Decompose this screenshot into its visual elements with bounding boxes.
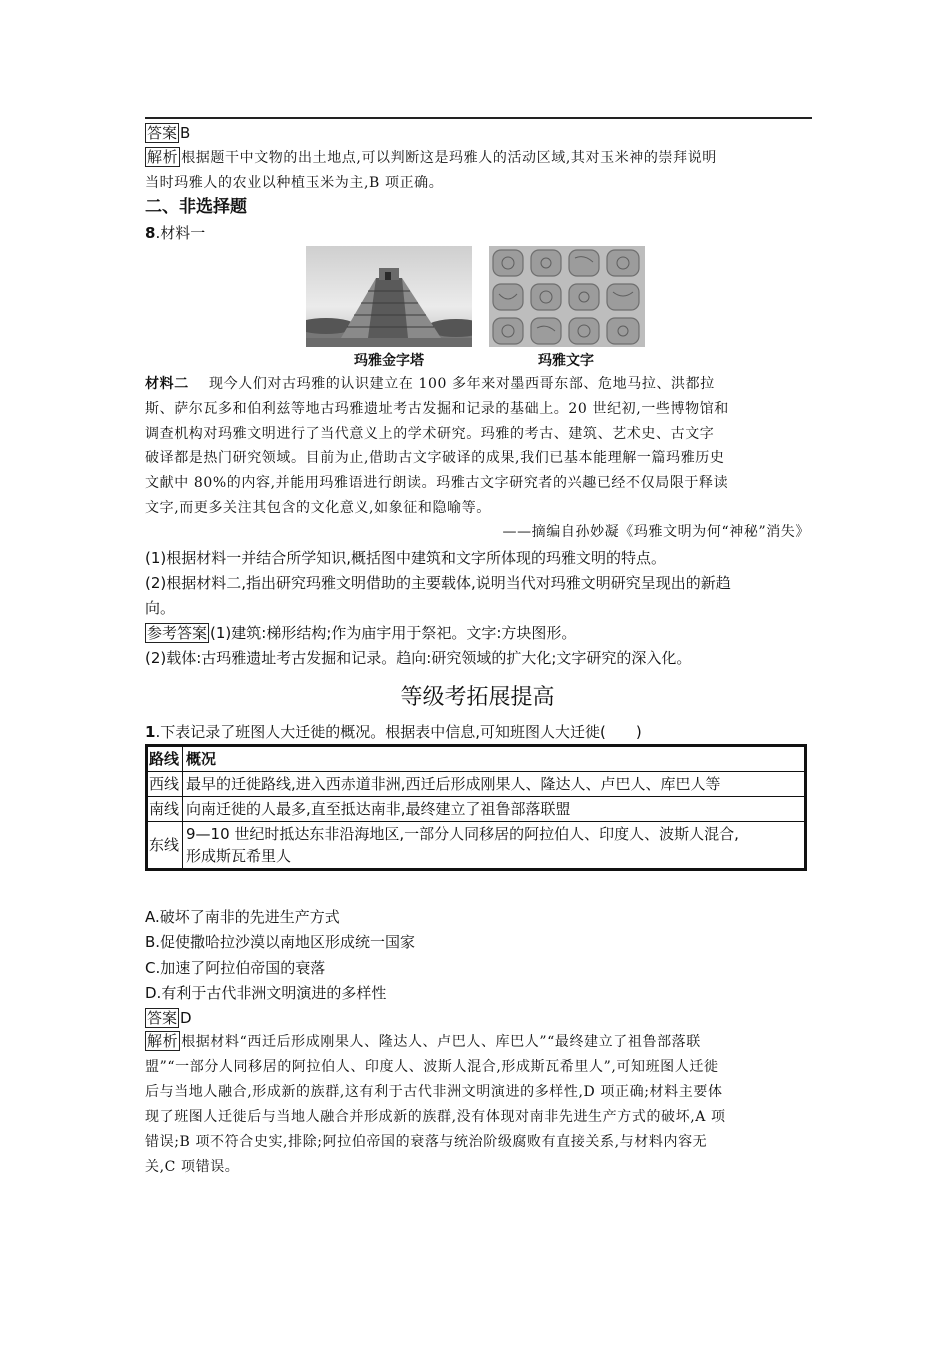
- material2-text-1: 现今人们对古玛雅的认识建立在 100 多年来对墨西哥东部、危地马拉、洪都拉: [209, 376, 715, 392]
- caption-glyphs: 玛雅文字: [538, 353, 594, 369]
- analysis-tag: 解析: [147, 148, 179, 166]
- table-header-row: [147, 746, 806, 772]
- material2-line-1: [145, 373, 715, 395]
- reference-answer-tag: 参考答案: [147, 624, 208, 642]
- table-row: [147, 797, 806, 822]
- table-row: [147, 822, 806, 870]
- analysis-line-2: 当时玛雅人的农业以种植玉米为主,B 项正确。: [145, 175, 444, 191]
- material2-line-2: 斯、萨尔瓦多和伯利兹等地古玛雅遗址考古发掘和记录的基础上。20 世纪初,一些博物馆和: [145, 401, 729, 417]
- table-cell-route: 西线: [147, 772, 183, 797]
- q1-stem-text: .下表记录了班图人大迁徙的概况。根据表中信息,可知班图人大迁徙( ): [155, 723, 642, 741]
- analysis-line-1: [145, 147, 717, 169]
- q1-analysis-line-3: 后与当地人融合,形成新的族群,这有利于古代非洲文明演进的多样性,D 项正确;材料主要体: [145, 1084, 723, 1100]
- material2-label: 材料二: [145, 376, 189, 392]
- material2-line-5: 文献中 80%的内容,并能用玛雅语进行朗读。玛雅古文字研究者的兴趣已经不仅局限于释读: [145, 475, 729, 491]
- q1-stem: [145, 721, 642, 743]
- answer-value: B: [180, 124, 191, 142]
- reference-answer-line-2: (2)载体:古玛雅遗址考古发掘和记录。趋向:研究领域的扩大化;文字研究的深入化。: [145, 649, 692, 667]
- q8-subquestion-2-line-1: (2)根据材料二,指出研究玛雅文明借助的主要载体,说明当代对玛雅文明研究呈现出的新趋: [145, 574, 731, 592]
- q1-answer-value: D: [180, 1009, 192, 1027]
- maya-glyphs-image: [489, 246, 645, 347]
- table-cell-route: 东线: [147, 822, 183, 870]
- section-title: 等级考拓展提高: [400, 685, 555, 710]
- q1-analysis-line-5: 错误;B 项不符合史实,排除;阿拉伯帝国的衰落与统治阶级腐败有直接关系,与材料内容无: [145, 1134, 708, 1150]
- table-cell-desc: 最早的迁徙路线,进入西赤道非洲,西迁后形成刚果人、隆达人、卢巴人、库巴人等: [183, 772, 806, 797]
- material2-line-6: 文字,而更多关注其包含的文化意义,如象征和隐喻等。: [145, 500, 491, 516]
- q1-answer-line: [145, 1007, 192, 1029]
- q1-analysis-line-6: 关,C 项错误。: [145, 1159, 240, 1175]
- section-heading: 二、非选择题: [145, 197, 247, 217]
- option-c: C.加速了阿拉伯帝国的衰落: [145, 959, 326, 977]
- migration-table: [145, 744, 807, 871]
- answer-line: [145, 122, 190, 144]
- table-cell-route: 南线: [147, 797, 183, 822]
- option-d: D.有利于古代非洲文明演进的多样性: [145, 984, 387, 1002]
- reference-answer-line-1: [145, 622, 576, 644]
- q8-subquestion-1: (1)根据材料一并结合所学知识,概括图中建筑和文字所体现的玛雅文明的特点。: [145, 549, 667, 567]
- option-b: B.促使撒哈拉沙漠以南地区形成统一国家: [145, 933, 416, 951]
- q1-number: 1: [145, 723, 156, 741]
- q8-material1: .材料一: [155, 224, 206, 242]
- option-a: A.破坏了南非的先进生产方式: [145, 908, 340, 926]
- table-row: [147, 772, 806, 797]
- q8-subquestion-2-line-2: 向。: [145, 599, 176, 617]
- caption-pyramid: 玛雅金字塔: [354, 353, 424, 369]
- q1-analysis-line-4: 现了班图人迁徙后与当地人融合并形成新的族群,没有体现对南非先进生产方式的破坏,A 项: [145, 1109, 726, 1125]
- table-header-desc: 概况: [183, 746, 806, 772]
- material2-line-3: 调查机构对玛雅文明进行了当代意义上的学术研究。玛雅的考古、建筑、艺术史、古文字: [145, 426, 715, 442]
- analysis-text-1: 根据题干中文物的出土地点,可以判断这是玛雅人的活动区域,其对玉米神的崇拜说明: [181, 150, 717, 166]
- material2-source: ——摘编自孙妙凝《玛雅文明为何“神秘”消失》: [502, 524, 810, 540]
- table-cell-desc: [183, 822, 806, 870]
- q1-analysis-tag: 解析: [147, 1032, 179, 1050]
- q1-analysis-line-2: 盟”“一部分人同移居的阿拉伯人、印度人、波斯人混合,形成斯瓦希里人”,可知班图人迁徙: [145, 1059, 719, 1075]
- table-cell-desc: 向南迁徙的人最多,直至抵达南非,最终建立了祖鲁部落联盟: [183, 797, 806, 822]
- maya-pyramid-image: [306, 246, 472, 347]
- q1-analysis-text-1: 根据材料“西迁后形成刚果人、隆达人、卢巴人、库巴人”“最终建立了祖鲁部落联: [181, 1034, 701, 1050]
- q8-heading: [145, 222, 205, 244]
- table-cell-desc-line-2: 形成斯瓦希里人: [186, 847, 292, 865]
- q1-answer-tag: 答案: [147, 1009, 178, 1027]
- q8-number: 8: [145, 224, 156, 242]
- reference-answer-text-1: (1)建筑:梯形结构;作为庙宇用于祭祀。文字:方块图形。: [210, 624, 577, 642]
- header-rule: [145, 117, 812, 119]
- material2-line-4: 破译都是热门研究领域。目前为止,借助古文字破译的成果,我们已基本能理解一篇玛雅历史: [145, 450, 725, 466]
- table-cell-desc-line-1: 9—10 世纪时抵达东非沿海地区,一部分人同移居的阿拉伯人、印度人、波斯人混合,: [186, 825, 739, 843]
- answer-tag: 答案: [147, 124, 178, 142]
- table-header-route: 路线: [147, 746, 183, 772]
- q1-analysis-line-1: [145, 1031, 701, 1053]
